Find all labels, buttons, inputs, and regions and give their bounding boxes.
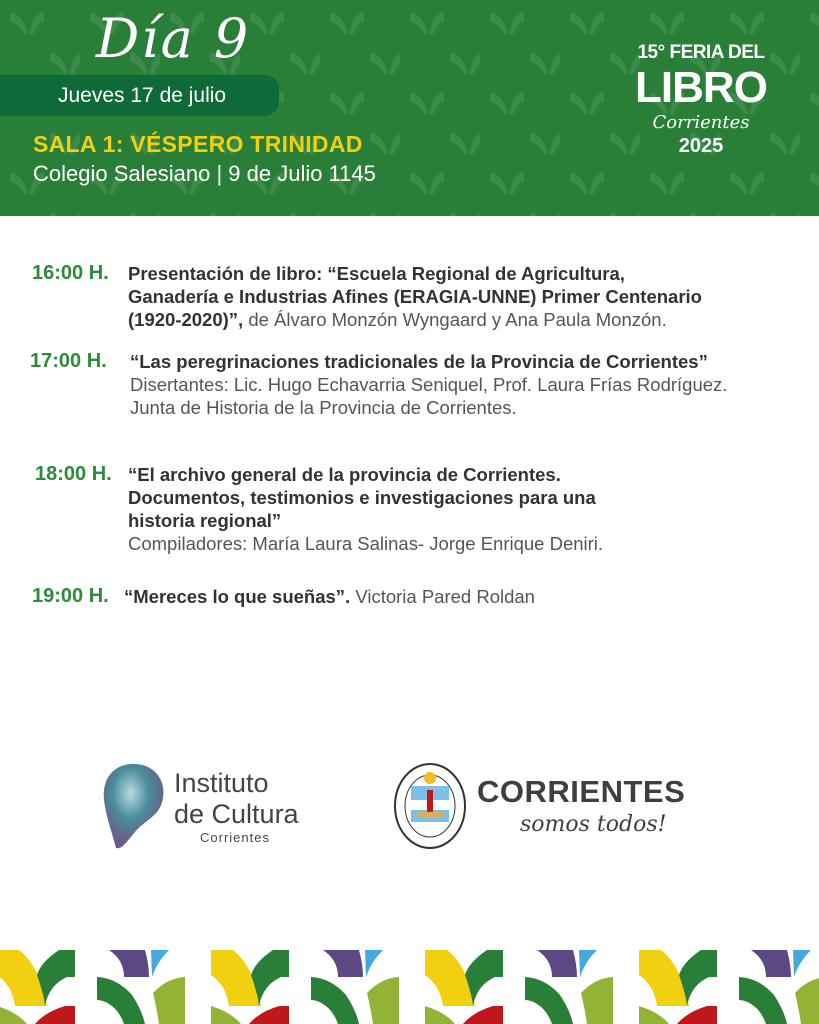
footer-leaf-shape bbox=[751, 950, 791, 977]
event-line bbox=[130, 373, 727, 396]
footer-leaf-shape bbox=[153, 977, 185, 1024]
footer-leaf-shape bbox=[537, 950, 577, 977]
event-time: 17:00 H. bbox=[30, 350, 107, 372]
footer-leaf-pattern bbox=[0, 940, 819, 1024]
footer-leaf-shape bbox=[463, 1006, 503, 1024]
footer-leaf-shape bbox=[97, 977, 145, 1024]
instituto-cultura-icon bbox=[100, 762, 170, 852]
event-detail: Compiladores: María Laura Salinas- Jorge Enrique Deniri. bbox=[128, 533, 604, 554]
logo-line1: 15° FERIA DEL bbox=[637, 42, 765, 63]
header-banner bbox=[0, 0, 819, 216]
event-detail: Disertantes: Lic. Hugo Echavarria Seniquel, Prof. Laura Frías Rodríguez. bbox=[130, 374, 728, 395]
event-line bbox=[128, 463, 561, 486]
event-line bbox=[130, 396, 517, 419]
footer-leaf-shape bbox=[525, 977, 573, 1024]
event-title: “Mereces lo que sueñas”. bbox=[124, 586, 351, 607]
footer-leaf-shape bbox=[211, 1006, 241, 1024]
event-title: historia regional” bbox=[128, 510, 282, 531]
instituto-line2: de Cultura bbox=[174, 799, 299, 829]
event-title: (1920-2020)”, bbox=[128, 309, 244, 330]
event-title: Presentación de libro: “Escuela Regional de Agricultura, bbox=[128, 263, 625, 284]
logo-line4: 2025 bbox=[678, 135, 724, 157]
event-line bbox=[128, 532, 603, 555]
footer-leaf-shape bbox=[795, 977, 819, 1024]
instituto-line1: Instituto bbox=[174, 768, 269, 798]
gobierno-seal-icon bbox=[393, 762, 467, 850]
corrientes-tagline: somos todos! bbox=[520, 812, 667, 837]
event-line bbox=[128, 262, 625, 285]
event-line bbox=[124, 585, 535, 608]
footer-leaf-shape bbox=[581, 977, 613, 1024]
event-time: 18:00 H. bbox=[35, 463, 112, 485]
footer-leaf-shape bbox=[365, 950, 383, 977]
event-line bbox=[128, 308, 667, 331]
footer-leaf-shape bbox=[0, 1006, 27, 1024]
event-line bbox=[128, 486, 596, 509]
venue-address: Colegio Salesiano | 9 de Julio 1145 bbox=[33, 161, 376, 186]
feria-logo bbox=[626, 42, 776, 158]
event-detail: Victoria Pared Roldan bbox=[350, 586, 535, 607]
logo-line3: Corrientes bbox=[652, 112, 750, 133]
footer-leaf-shape bbox=[323, 950, 363, 977]
event-detail: de Álvaro Monzón Wyngaard y Ana Paula Monzón. bbox=[243, 309, 667, 330]
footer-leaf-shape bbox=[793, 950, 811, 977]
event-title: “Las peregrinaciones tradicionales de la Provincia de Corrientes” bbox=[130, 351, 708, 372]
instituto-cultura-logo bbox=[174, 768, 299, 846]
footer-leaf-shape bbox=[367, 977, 399, 1024]
footer-leaf-shape bbox=[311, 977, 359, 1024]
day-title: Día 9 bbox=[96, 7, 251, 70]
event-line bbox=[130, 350, 708, 373]
footer-leaf-shape bbox=[425, 1006, 455, 1024]
event-line bbox=[128, 509, 281, 532]
event-detail: Junta de Historia de la Provincia de Corrientes. bbox=[130, 397, 517, 418]
event-time: 16:00 H. bbox=[32, 262, 109, 284]
event-title: Documentos, testimonios e investigaciones para una bbox=[128, 487, 596, 508]
footer-leaf-shape bbox=[677, 1006, 717, 1024]
event-title: “El archivo general de la provincia de Corrientes. bbox=[128, 464, 561, 485]
corrientes-name: CORRIENTES bbox=[477, 774, 686, 809]
footer-leaf-shape bbox=[639, 1006, 669, 1024]
instituto-line3: Corrientes bbox=[200, 830, 270, 845]
sala-title: SALA 1: VÉSPERO TRINIDAD bbox=[33, 131, 363, 157]
date-text: Jueves 17 de julio bbox=[58, 84, 227, 107]
footer-leaf-shape bbox=[739, 977, 787, 1024]
event-time: 19:00 H. bbox=[32, 585, 109, 607]
event-line bbox=[128, 285, 702, 308]
footer-leaf-shape bbox=[249, 1006, 289, 1024]
event-title: Ganadería e Industrias Afines (ERAGIA-UNNE) Primer Centenario bbox=[128, 286, 702, 307]
footer-leaf-shape bbox=[151, 950, 169, 977]
footer-leaf-shape bbox=[109, 950, 149, 977]
footer-leaf-shape bbox=[579, 950, 597, 977]
footer-leaf-shape bbox=[35, 1006, 75, 1024]
logo-line2: LIBRO bbox=[635, 63, 767, 112]
